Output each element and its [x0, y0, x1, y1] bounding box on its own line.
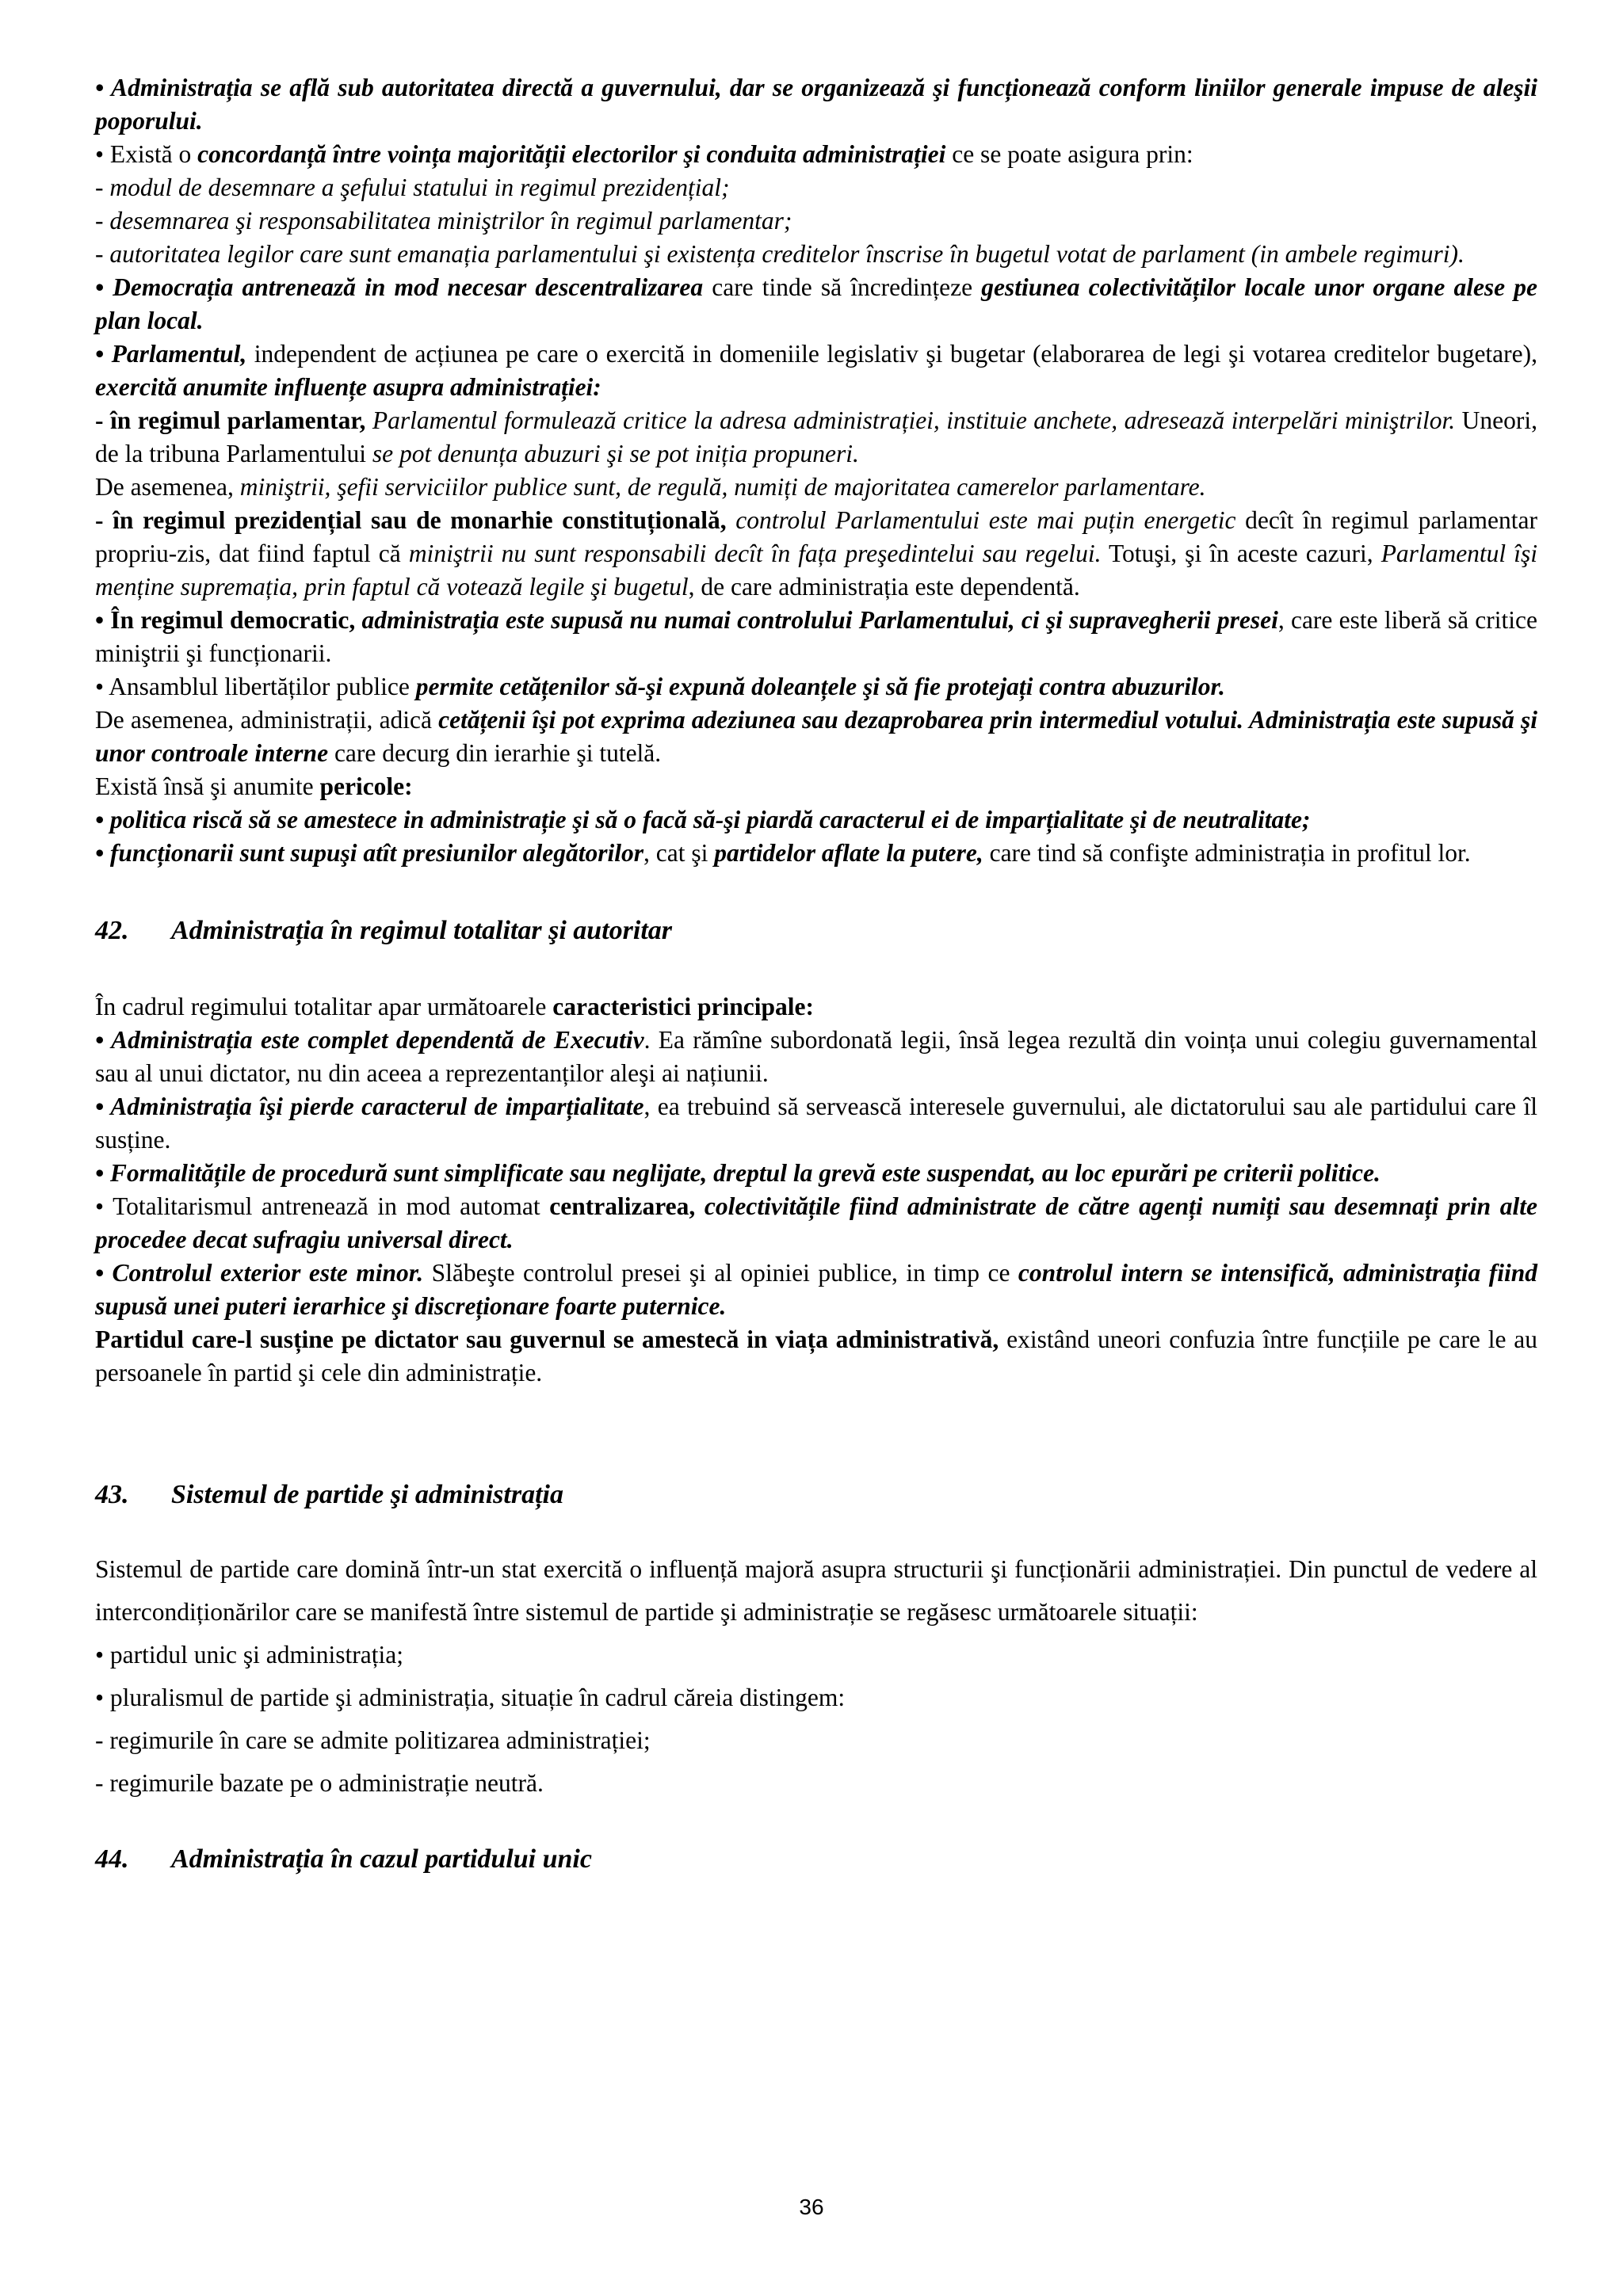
text-run: • Democrația antrenează in mod necesar descentralizarea [95, 273, 704, 301]
para-admin-authority: • Administrația se află sub autoritatea directă a guvernului, dar se organizează şi funcționează conform liniilor generale impuse de aleşii poporului. [95, 74, 1537, 135]
para-dangers [95, 770, 1537, 803]
list-item: - regimurile în care se admite politizarea administrației; [95, 1726, 651, 1754]
text-run: Slăbeşte controlul presei şi al opiniei publice, in timp ce [423, 1259, 1018, 1287]
section-heading-44 [95, 1841, 1537, 1878]
text-run: De asemenea, [95, 473, 240, 501]
page-number: 36 [799, 2195, 824, 2219]
text-run: colectivitățile fiind administrate de către agenți numiți sau desemnați prin alte procedee decat sufragiu universal direct. [95, 1192, 1537, 1253]
list-item: • Formalitățile de procedură sunt simplificate sau neglijate, dreptul la grevă este suspendat, au loc epurări pe criterii politice. [95, 1159, 1381, 1187]
text-run: care tinde să încredințeze [703, 273, 982, 301]
text-run: , cat şi [643, 839, 715, 867]
text-run: , care este liberă să critice miniştrii şi funcționarii. [95, 606, 1537, 667]
text-run: De asemenea, administrații, adică [95, 706, 439, 734]
para-democratic-regime [95, 604, 1537, 670]
text-run: independent de acțiunea pe care o exercită in domeniile legislativ şi bugetar (elaborarea de legi şi votarea creditelor bugetare), [246, 340, 1537, 368]
text-run: caracteristici principale: [552, 993, 815, 1020]
text-run: permite cetățenilor să-şi expună doleanțele şi să fie protejați contra abuzurilor. [415, 673, 1225, 700]
text-run: administrația este supusă nu numai controlului Parlamentului, ci şi supravegherii presei [355, 606, 1278, 634]
text-run: - în regimul parlamentar, [95, 406, 366, 434]
para-public-liberties [95, 670, 1537, 704]
para-democracy [95, 271, 1537, 338]
text-run: exercită anumite influențe asupra administrației: [95, 373, 601, 401]
document-page [95, 71, 1537, 1878]
para-concordance [95, 138, 1537, 171]
para-party-dictator [95, 1323, 1537, 1390]
list-item: • politica riscă să se amestece in administrație şi să o facă să-şi piardă caracterul ei de imparțialitate şi de neutralitate; [95, 806, 1311, 833]
text-run: • Totalitarismul antrenează in mod automat [95, 1192, 550, 1220]
list-item: • pluralismul de partide şi administrația, situație în cadrul căreia distingem: [95, 1684, 846, 1711]
text-run: miniştrii nu sunt responsabili decît în fața preşedintelui sau regelui. [408, 540, 1102, 567]
text-run: Administrația este supusă şi unor controale interne [95, 706, 1537, 767]
list-item: • partidul unic şi administrația; [95, 1641, 403, 1669]
para-presidential-regime [95, 504, 1537, 604]
section-number: 43. [95, 1480, 129, 1509]
text-run: gestiunea colectivităților locale unor organe alese pe plan local. [95, 273, 1537, 334]
text-run: • Ansamblul libertăților publice [95, 673, 416, 700]
text-run: se pot denunța abuzuri şi se pot iniția propuneri. [372, 440, 859, 467]
text-run: Există însă şi anumite [95, 772, 320, 800]
text-run: Partidul care-l susține pe dictator sau guvernul se amestecă in viața administrativă, [95, 1325, 999, 1353]
para-parliamentary-regime [95, 404, 1537, 471]
section-title: Administrația în cazul partidului unic [171, 1844, 592, 1874]
text-run: care decurg din ierarhie şi tutelă. [328, 739, 662, 767]
text-run: partidelor aflate la putere, [714, 839, 983, 867]
section-heading-42 [95, 913, 1537, 949]
text-run: concordanță între voința majorității electorilor şi conduita administrației [197, 140, 946, 168]
text-run: , de care administrația este dependentă. [688, 573, 1080, 601]
text-run: centralizarea, [549, 1192, 696, 1220]
text-run: • Administrația este complet dependentă de Executiv [95, 1026, 644, 1054]
list-item [95, 1190, 1537, 1257]
text-run: cetățenii îşi pot exprima adeziunea sau dezaprobarea prin intermediul votului. [438, 706, 1243, 734]
section-title: Sistemul de partide şi administrația [171, 1480, 563, 1509]
para-citizens-vote [95, 704, 1537, 770]
text-run: Uneori, de la tribuna Parlamentului [95, 406, 1537, 467]
para-parliament [95, 338, 1537, 404]
text-run: controlul Parlamentului este mai puțin energetic [726, 506, 1236, 534]
text-run: decît în regimul parlamentar propriu-zis, dat fiind faptul că [95, 506, 1537, 567]
list-item: - desemnarea şi responsabilitatea miniştrilor în regimul parlamentar; [95, 207, 792, 235]
text-run: În cadrul regimului totalitar apar următoarele [95, 993, 553, 1020]
para-party-system: Sistemul de partide care domină într-un stat exercită o influență majoră asupra structurii şi funcționării administrației. Din punctul de vedere al intercondiționărilor care se manifestă între sistemul de partide şi administrație se regăsesc următoarele situații: [95, 1555, 1537, 1626]
text-run: • Există o [95, 140, 198, 168]
text-run: • Controlul exterior este minor. [95, 1259, 424, 1287]
text-run: • Administrația îşi pierde caracterul de imparțialitate [95, 1093, 644, 1120]
list-item: - regimurile bazate pe o administrație neutră. [95, 1769, 544, 1797]
list-item [95, 1024, 1537, 1090]
text-run: Parlamentul îşi menține supremația, prin faptul că votează legile şi bugetul [95, 540, 1537, 601]
para-totalitarian-intro [95, 990, 1537, 1024]
text-run: Parlamentul formulează critice la adresa administrației, instituie anchete, adresează interpelări miniştrilor. [365, 406, 1456, 434]
text-run: Totuşi, şi în aceste cazuri, [1101, 540, 1381, 567]
text-run: - în regimul prezidențial sau de monarhie constituțională, [95, 506, 727, 534]
list-item: - modul de desemnare a şefului statului in regimul prezidențial; [95, 174, 730, 201]
text-run: ce se poate asigura prin: [945, 140, 1193, 168]
text-run: • În regimul democratic, [95, 606, 356, 634]
text-run: • Parlamentul, [95, 340, 247, 368]
para-ministers [95, 471, 1537, 504]
text-run: miniştrii, şefii serviciilor publice sunt, de regulă, numiți de majoritatea camerelor parlamentare. [239, 473, 1206, 501]
text-run: controlul intern se intensifică, administrația fiind supusă unei puteri ierarhice şi discreționare foarte puternice. [95, 1259, 1537, 1320]
text-run: pericole: [319, 772, 413, 800]
text-run: • funcționarii sunt supuşi atît presiunilor alegătorilor [95, 839, 643, 867]
text-run: existând uneori confuzia între funcțiile pe care le au persoanele în partid şi cele din administrație. [95, 1325, 1537, 1386]
section-number: 44. [95, 1844, 129, 1874]
section-heading-43 [95, 1477, 1537, 1513]
text-run: care tind să confişte administrația in profitul lor. [983, 839, 1471, 867]
list-item: - autoritatea legilor care sunt emanația parlamentului şi existența creditelor înscrise în bugetul votat de parlament (in ambele regimuri). [95, 240, 1465, 268]
list-item [95, 1257, 1537, 1323]
section-title: Administrația în regimul totalitar şi autoritar [171, 916, 673, 945]
text-run: , ea trebuind să servească interesele guvernului, ale dictatorului sau ale partidului care îl susține. [95, 1093, 1537, 1154]
text-run: . Ea rămîne subordonată legii, însă legea rezultă din voința unui colegiu guvernamental sau al unui dictator, nu din aceea a reprezentanților aleşi ai națiunii. [95, 1026, 1537, 1087]
list-item [95, 837, 1537, 870]
section-number: 42. [95, 916, 129, 945]
list-item [95, 1090, 1537, 1157]
